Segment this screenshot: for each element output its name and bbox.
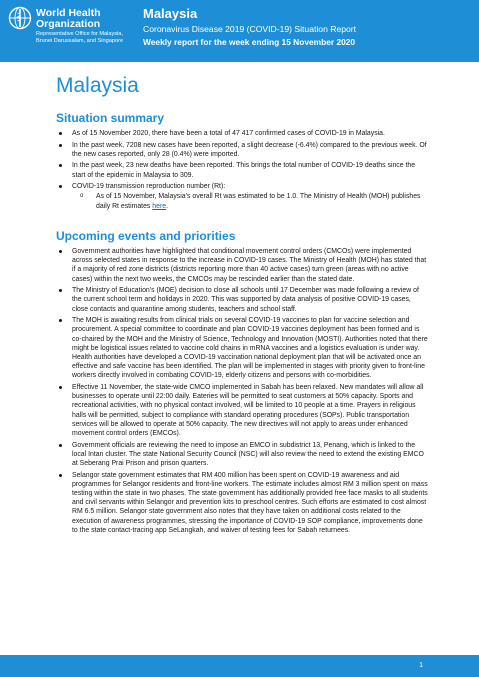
who-logo — [8, 6, 138, 58]
list-item: In the past week, 23 new deaths have been reported. This brings the total number of COVID-19 deaths since the start of the epidemic in Malaysia to 309. — [56, 161, 428, 179]
rt-sub-list — [72, 192, 428, 210]
rt-sentence-end: . — [166, 202, 169, 210]
situation-summary-heading: Situation summary — [56, 111, 165, 125]
list-item: The Ministry of Education’s (MOE) decision to close all schools until 17 December was made following a review of the current school term and holidays in 2020. This was supported by data analysis of positive COVID-19 cases, close contacts and quarantine among students, teachers and school staff. — [56, 286, 428, 314]
rt-bullet-label: COVID-19 transmission reproduction number (Rt): — [72, 183, 226, 191]
rt-estimates-link[interactable]: here — [152, 202, 167, 210]
report-header — [0, 0, 479, 62]
list-item — [56, 182, 428, 211]
list-item: Selangor state government estimates that RM 400 million has been spent on COVID-19 awareness and aid programmes for Selangor residents and front-line workers. The estimate includes almost RM 3 million spent on mass testing within the state in two phases. The state government has additionally provided free face masks to all students and civil servants within Selangor and prevention kits to preschool centres. Such efforts are estimated to cost almost RM 6.5 million. Selangor state government also notes that they have taken on additional costs related to the execution of awareness programmes, stressing the importance of COVID-19 SOP compliance, improvements done to the state contact-tracing app SeLangkah, and waiver of testing fees for Sabah returnees. — [56, 471, 428, 535]
header-country: Malaysia — [143, 6, 198, 21]
list-item: In the past week, 7208 new cases have been reported, a slight decrease (-6.4%) compared to the previous week. Of the new cases reported, only 28 (0.4%) were imported. — [56, 141, 428, 159]
page-number: 1 — [419, 662, 423, 669]
report-week: Weekly report for the week ending 15 November 2020 — [143, 37, 356, 47]
events-bullets — [56, 247, 428, 535]
upcoming-events-section — [56, 247, 428, 537]
list-item: As of 15 November 2020, there have been a total of 47 417 confirmed cases of COVID-19 in Malaysia. — [56, 129, 428, 138]
who-emblem-icon — [8, 6, 32, 30]
page-title: Malaysia — [56, 74, 139, 97]
report-title: Coronavirus Disease 2019 (COVID-19) Situation Report — [143, 24, 357, 34]
list-item: The MOH is awaiting results from clinical trials on several COVID-19 vaccines to plan for vaccine selection and procurement. A special committee to coordinate and plan COVID-19 vaccines deployment has been formed and is co-chaired by the MOH and the Ministry of Science, Technology and Innovation (MOSTI). Authorities noted that there might be logistical issues related to vaccine cold chains in mRNA vaccines and a logistics evaluation is under way. Health authorities have developed a COVID-19 vaccination national deployment plan that will be activated once an effective and safe vaccine has been identified. The plan will be implemented in stages with priority given to front-line workers directly involved in combating COVID-19, elderly citizens and persons with co-morbidities. — [56, 316, 428, 380]
page-footer — [0, 655, 479, 677]
situation-summary-section — [56, 129, 428, 213]
rt-estimate-text: As of 15 November, Malaysia’s overall Rt was estimated to be 1.0. The Ministry of Health (MOH) publishes daily Rt estimates — [96, 193, 421, 210]
list-item: Government authorities have highlighted that conditional movement control orders (CMCOs) were implemented across selected states in response to the increase in COVID-19 cases. The Ministry of Health (MOH) has stated that if a majority of red zone districts (districts reporting more than 40 active cases) turn green (areas with no active cases) within the next two weeks, the CMCOs may be rescinded earlier than the stated date. — [56, 247, 428, 284]
org-name: World Health Organization — [36, 7, 101, 30]
sub-list-item — [72, 192, 428, 210]
list-item: Government officials are reviewing the need to impose an EMCO in subdistrict 13, Penang, which is linked to the local Intan cluster. The state National Security Council (NSC) will also review the need to extend the existing EMCO at Seberang Prai Prison and prison quarters. — [56, 441, 428, 469]
list-item: Effective 11 November, the state-wide CMCO implemented in Sabah has been relaxed. New mandates will allow all businesses to operate until 22:00 daily. Eateries will be permitted to seat customers at 50% capacity. Sports and recreational activities, with no physical contact involved, will be limited to 10 people at a time. Prayers in religious halls will be permitted, subject to compliance with standard operating procedures (SOPs). Public transportation services will be allowed to operate at 50% capacity. The new directives will not apply to areas under enhanced movement control orders (EMCOs). — [56, 383, 428, 438]
upcoming-events-heading: Upcoming events and priorities — [56, 229, 236, 243]
situation-bullets — [56, 129, 428, 211]
org-subtitle: Representative Office for Malaysia, Brunei Darussalam, and Singapore — [36, 31, 124, 44]
